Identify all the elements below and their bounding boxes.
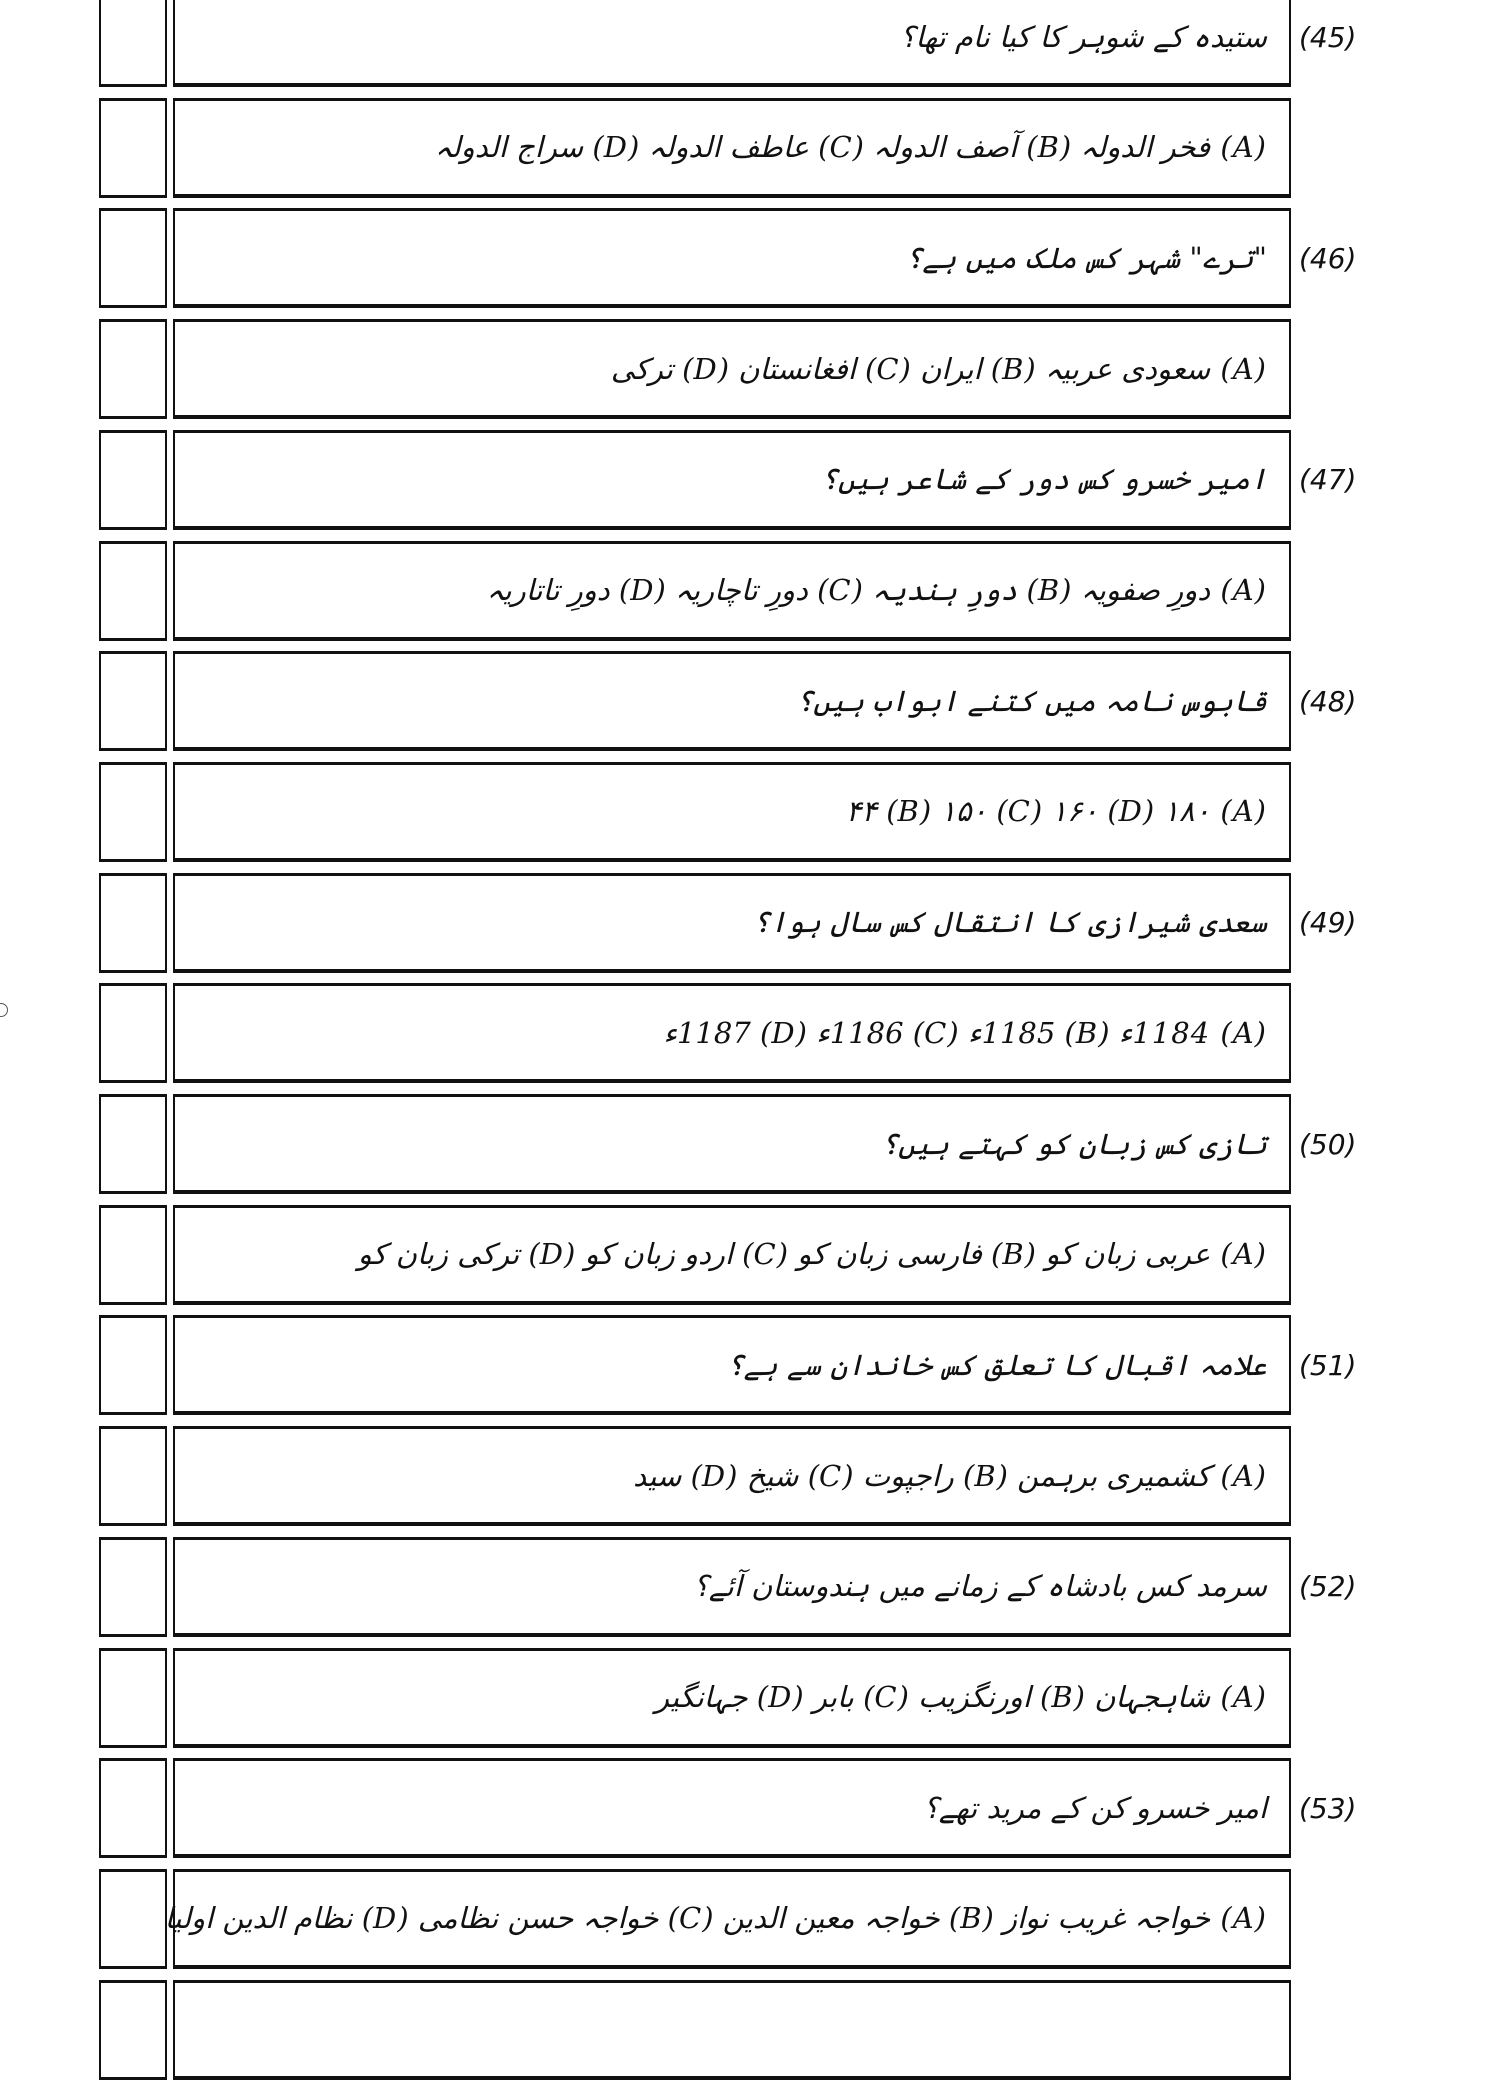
scan-mark-circle bbox=[0, 1003, 8, 1017]
text-cell bbox=[173, 1648, 1291, 1748]
options-text: (A) سعودی عربیہ (B) ایران (C) افغانستان (D) ترکی bbox=[610, 351, 1267, 386]
text-cell bbox=[173, 0, 1291, 87]
text-cell bbox=[173, 1205, 1291, 1305]
question-text: "ترے" شہر کس ملک میں ہے؟ bbox=[905, 240, 1267, 275]
text-cell bbox=[164, 1869, 1291, 1969]
answer-box[interactable] bbox=[99, 98, 167, 198]
question-number: (49) bbox=[1299, 906, 1357, 940]
answer-box[interactable] bbox=[99, 0, 167, 87]
text-cell bbox=[173, 1426, 1291, 1526]
text-cell bbox=[173, 1315, 1291, 1415]
question-number: (45) bbox=[1299, 20, 1357, 54]
question-text: تازی کس زبان کو کہتے ہیں؟ bbox=[881, 1126, 1267, 1161]
answer-box[interactable] bbox=[99, 1869, 167, 1969]
answer-box[interactable] bbox=[99, 1537, 167, 1637]
answer-box[interactable] bbox=[99, 430, 167, 530]
question-text: امیر خسرو کس دور کے شاعر ہیں؟ bbox=[820, 462, 1267, 497]
text-cell bbox=[173, 1094, 1291, 1194]
question-number: (47) bbox=[1299, 463, 1357, 497]
answer-box[interactable] bbox=[99, 1648, 167, 1748]
text-cell bbox=[173, 651, 1291, 751]
question-text: سرمد کس بادشاہ کے زمانے میں ہندوستان آئے؟ bbox=[693, 1569, 1267, 1604]
answer-box[interactable] bbox=[99, 541, 167, 641]
answer-box[interactable] bbox=[99, 873, 167, 973]
text-cell bbox=[173, 873, 1291, 973]
text-cell bbox=[173, 98, 1291, 198]
question-number: (52) bbox=[1299, 1570, 1357, 1604]
options-text: (A) کشمیری برہمن (B) راجپوت (C) شیخ (D) سید bbox=[633, 1458, 1267, 1493]
answer-box[interactable] bbox=[99, 208, 167, 308]
question-text: قابوس نامہ میں کتنے ابواب ہیں؟ bbox=[796, 683, 1267, 718]
options-text: (A) خواجہ غریب نواز (B) خواجہ معین الدین (C) خواجہ حسن نظامی (D) نظام الدین اولیا bbox=[164, 1901, 1267, 1936]
text-cell bbox=[173, 319, 1291, 419]
answer-box[interactable] bbox=[99, 1980, 167, 2080]
question-text: ستیدہ کے شوہر کا کیا نام تھا؟ bbox=[900, 19, 1267, 54]
options-text: (A) شاہجہان (B) اورنگزیب (C) بابر (D) جہانگیر bbox=[654, 1680, 1267, 1714]
text-cell bbox=[173, 762, 1291, 862]
question-text: سعدی شیرازی کا انتقال کس سال ہوا؟ bbox=[752, 905, 1267, 940]
answer-box[interactable] bbox=[99, 1426, 167, 1526]
text-cell bbox=[173, 1980, 1291, 2080]
question-number: (48) bbox=[1299, 684, 1357, 718]
answer-box[interactable] bbox=[99, 1315, 167, 1415]
answer-box[interactable] bbox=[99, 762, 167, 862]
text-cell bbox=[173, 1537, 1291, 1637]
options-text: (A) فخر الدولہ (B) آصف الدولہ (C) عاطف الدولہ (D) سراج الدولہ bbox=[434, 130, 1267, 165]
options-text: (A) عربی زبان کو (B) فارسی زبان کو (C) اردو زبان کو (D) ترکی زبان کو bbox=[357, 1237, 1267, 1272]
question-text: امیر خسرو کن کے مرید تھے؟ bbox=[923, 1790, 1267, 1825]
options-text: (A) ۴۴ (B) ۱۵۰ (C) ۱۶۰ (D) ۱۸۰ bbox=[845, 794, 1267, 829]
answer-box[interactable] bbox=[99, 1758, 167, 1858]
answer-box[interactable] bbox=[99, 319, 167, 419]
question-number: (53) bbox=[1299, 1791, 1357, 1825]
text-cell bbox=[173, 541, 1291, 641]
question-text: علامہ اقبال کا تعلق کس خاندان سے ہے؟ bbox=[726, 1347, 1267, 1382]
answer-box[interactable] bbox=[99, 651, 167, 751]
question-number: (50) bbox=[1299, 1127, 1357, 1161]
text-cell bbox=[173, 1758, 1291, 1858]
answer-box[interactable] bbox=[99, 983, 167, 1083]
options-text: (A) 1184ء (B) 1185ء (C) 1186ء (D) 1187ء bbox=[663, 1015, 1267, 1050]
text-cell bbox=[173, 983, 1291, 1083]
text-cell bbox=[173, 430, 1291, 530]
options-text: (A) دورِ صفویہ (B) دورِ ہندیہ (C) دورِ تاچاریہ (D) دورِ تاتاریہ bbox=[486, 573, 1267, 607]
answer-box[interactable] bbox=[99, 1094, 167, 1194]
question-number: (51) bbox=[1299, 1348, 1357, 1382]
question-number: (46) bbox=[1299, 241, 1357, 275]
text-cell bbox=[173, 208, 1291, 308]
answer-box[interactable] bbox=[99, 1205, 167, 1305]
